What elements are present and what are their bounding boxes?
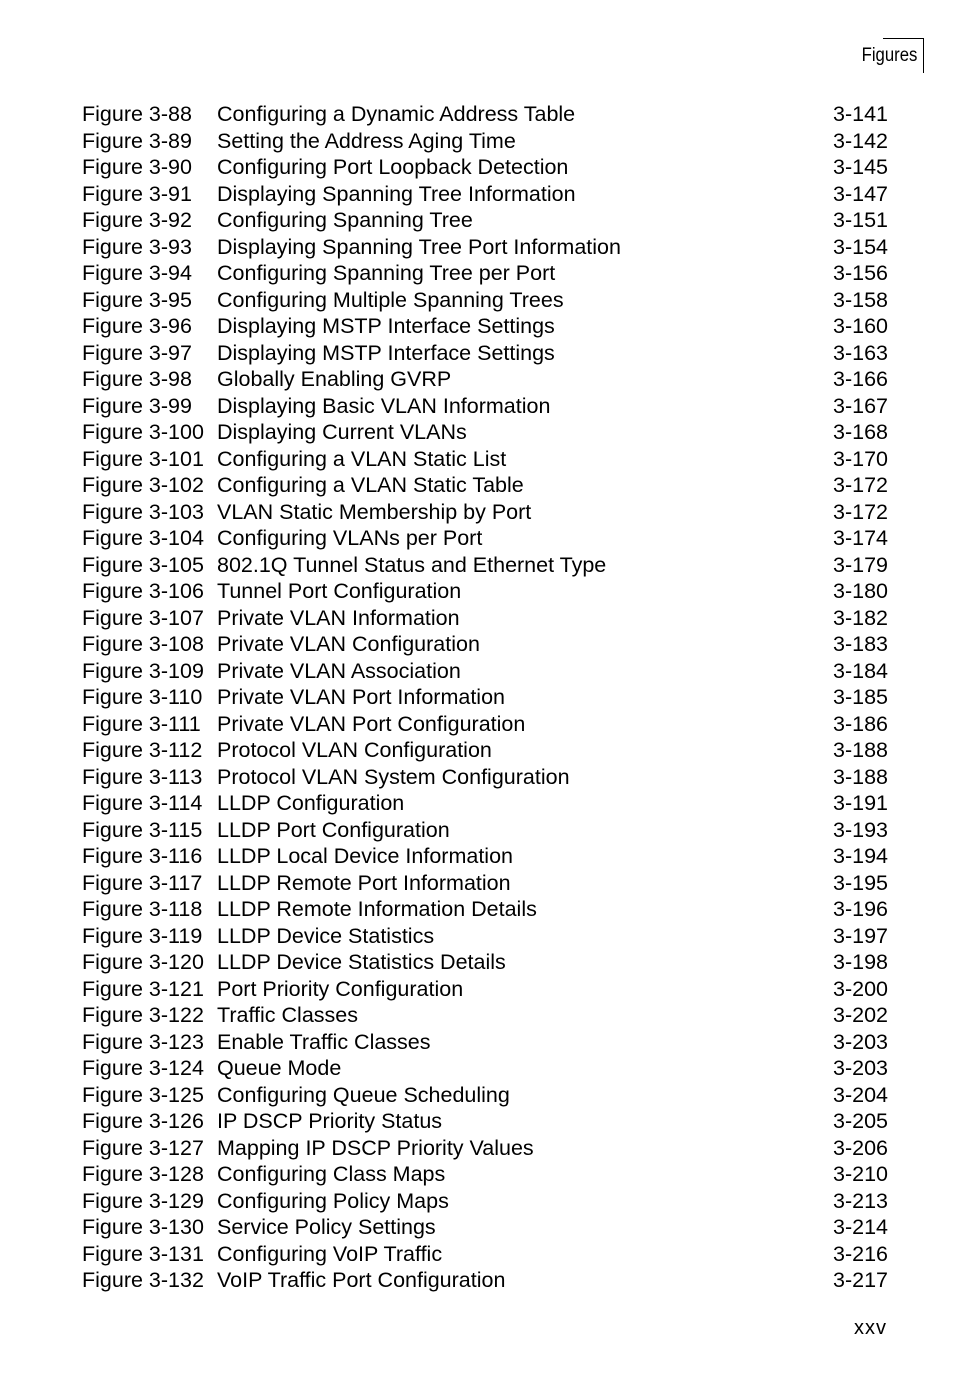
figure-page-ref: 3-194: [833, 844, 888, 868]
figure-page-ref: 3-203: [833, 1029, 888, 1054]
toc-entry[interactable]: [82, 1241, 888, 1268]
figure-title: Private VLAN Association: [217, 658, 461, 683]
figure-number: Figure 3-107: [82, 605, 204, 630]
toc-entry[interactable]: [82, 472, 888, 499]
figure-title: LLDP Device Statistics: [217, 923, 435, 948]
toc-entry[interactable]: [82, 525, 888, 552]
section-header-label: Figures: [861, 45, 917, 66]
figure-title: Configuring VoIP Traffic: [217, 1241, 443, 1266]
figure-title: Configuring a Dynamic Address Table: [217, 102, 576, 126]
figure-page-ref: 3-154: [833, 234, 888, 259]
figure-number: Figure 3-98: [82, 367, 192, 391]
toc-entry[interactable]: [82, 1029, 888, 1056]
figure-number: Figure 3-125: [82, 1082, 204, 1107]
toc-entry[interactable]: [82, 1082, 888, 1109]
toc-entry[interactable]: [82, 419, 888, 446]
figure-page-ref: 3-158: [833, 287, 888, 312]
toc-entry[interactable]: [82, 631, 888, 658]
figure-title: Tunnel Port Configuration: [217, 579, 462, 603]
figure-title: Protocol VLAN System Configuration: [217, 764, 570, 789]
figure-page-ref: 3-182: [833, 605, 888, 630]
figure-title: LLDP Local Device Information: [217, 844, 513, 868]
figure-page-ref: 3-156: [833, 261, 888, 285]
figure-title: Displaying Spanning Tree Port Information: [217, 234, 621, 259]
figure-title: Private VLAN Information: [217, 605, 460, 630]
toc-entry[interactable]: [82, 287, 888, 314]
figure-title: Mapping IP DSCP Priority Values: [217, 1135, 534, 1160]
figure-number: Figure 3-131: [82, 1241, 204, 1266]
toc-entry[interactable]: [82, 366, 888, 393]
figure-page-ref: 3-188: [833, 738, 888, 762]
figure-title: Queue Mode: [217, 1056, 342, 1080]
figure-title: Configuring VLANs per Port: [217, 526, 483, 550]
toc-entry[interactable]: [82, 499, 888, 526]
figure-number: Figure 3-132: [82, 1268, 204, 1292]
toc-entry[interactable]: [82, 1002, 888, 1029]
figure-title: Configuring Port Loopback Detection: [217, 155, 569, 179]
figure-page-ref: 3-188: [833, 764, 888, 789]
figure-number: Figure 3-99: [82, 393, 192, 418]
figure-number: Figure 3-119: [82, 923, 203, 948]
toc-entry[interactable]: [82, 923, 888, 950]
toc-entry[interactable]: [82, 128, 888, 155]
toc-entry[interactable]: [82, 711, 888, 738]
figure-page-ref: 3-206: [833, 1135, 888, 1160]
toc-entry[interactable]: [82, 393, 888, 420]
toc-entry[interactable]: [82, 817, 888, 844]
toc-entry[interactable]: [82, 1108, 888, 1135]
figure-title: 802.1Q Tunnel Status and Ethernet Type: [217, 552, 607, 577]
page-number: xxv: [854, 1317, 887, 1339]
figure-number: Figure 3-126: [82, 1109, 204, 1133]
figure-number: Figure 3-130: [82, 1215, 204, 1239]
figure-number: Figure 3-102: [82, 473, 204, 497]
figure-page-ref: 3-172: [833, 499, 888, 524]
toc-entry[interactable]: [82, 181, 888, 208]
toc-entry[interactable]: [82, 658, 888, 685]
figure-page-ref: 3-151: [833, 208, 888, 232]
figure-page-ref: 3-142: [833, 128, 888, 153]
figure-title: Configuring a VLAN Static List: [217, 446, 507, 471]
figure-number: Figure 3-95: [82, 287, 192, 312]
figure-title: Service Policy Settings: [217, 1215, 436, 1239]
figure-number: Figure 3-118: [82, 897, 203, 921]
figure-page-ref: 3-216: [833, 1241, 888, 1266]
figure-title: Configuring Multiple Spanning Trees: [217, 287, 564, 312]
toc-entry[interactable]: [82, 790, 888, 817]
figure-number: Figure 3-93: [82, 234, 192, 259]
figure-page-ref: 3-174: [833, 526, 888, 550]
toc-entry[interactable]: [82, 446, 888, 473]
figure-page-ref: 3-141: [833, 102, 888, 126]
figure-title: Displaying MSTP Interface Settings: [217, 340, 555, 365]
figure-page-ref: 3-172: [833, 473, 888, 497]
figure-page-ref: 3-193: [833, 817, 888, 842]
figure-title: Protocol VLAN Configuration: [217, 738, 492, 762]
figure-title: Port Priority Configuration: [217, 976, 464, 1001]
toc-entry[interactable]: [82, 578, 888, 605]
toc-entry[interactable]: [82, 207, 888, 234]
figure-title: IP DSCP Priority Status: [217, 1109, 443, 1133]
figure-number: Figure 3-105: [82, 552, 204, 577]
figure-number: Figure 3-129: [82, 1188, 204, 1213]
figure-page-ref: 3-184: [833, 658, 888, 683]
figure-title: VLAN Static Membership by Port: [217, 499, 532, 524]
figure-title: VoIP Traffic Port Configuration: [217, 1268, 506, 1292]
figure-page-ref: 3-170: [833, 446, 888, 471]
figure-page-ref: 3-168: [833, 420, 888, 444]
figure-number: Figure 3-101: [82, 446, 204, 471]
figure-number: Figure 3-100: [82, 420, 204, 444]
figure-number: Figure 3-106: [82, 579, 204, 603]
figure-number: Figure 3-94: [82, 261, 192, 285]
toc-entry[interactable]: [82, 737, 888, 764]
figure-title: Configuring Spanning Tree per Port: [217, 261, 556, 285]
figure-page-ref: 3-147: [833, 181, 888, 206]
toc-entry[interactable]: [82, 896, 888, 923]
toc-entry[interactable]: [82, 949, 888, 976]
figure-number: Figure 3-128: [82, 1162, 204, 1186]
figure-number: Figure 3-127: [82, 1135, 204, 1160]
figure-page-ref: 3-217: [833, 1268, 888, 1292]
figure-page-ref: 3-203: [833, 1056, 888, 1080]
header-rule-vertical: [923, 38, 924, 73]
figure-number: Figure 3-103: [82, 499, 204, 524]
figure-title: Displaying Spanning Tree Information: [217, 181, 576, 206]
figure-number: Figure 3-91: [82, 181, 192, 206]
toc-entry[interactable]: [82, 552, 888, 579]
figure-number: Figure 3-120: [82, 950, 204, 974]
toc-entry[interactable]: [82, 1188, 888, 1215]
figure-title: Displaying Current VLANs: [217, 420, 467, 444]
toc-entry[interactable]: [82, 684, 888, 711]
figure-title: Private VLAN Port Configuration: [217, 711, 526, 736]
figure-number: Figure 3-121: [82, 976, 204, 1001]
toc-entry[interactable]: [82, 340, 888, 367]
figure-page-ref: 3-183: [833, 632, 888, 656]
toc-entry[interactable]: [82, 154, 888, 181]
figure-page-ref: 3-214: [833, 1215, 888, 1239]
toc-entry[interactable]: [82, 1267, 888, 1294]
figure-page-ref: 3-196: [833, 897, 888, 921]
figure-number: Figure 3-122: [82, 1003, 204, 1027]
figure-page-ref: 3-200: [833, 976, 888, 1001]
toc-entry[interactable]: [82, 1214, 888, 1241]
figure-number: Figure 3-115: [82, 817, 203, 842]
figure-title: LLDP Remote Port Information: [217, 870, 511, 895]
figure-title: Displaying MSTP Interface Settings: [217, 314, 555, 338]
figure-number: Figure 3-116: [82, 844, 203, 868]
figure-page-ref: 3-195: [833, 870, 888, 895]
figure-number: Figure 3-117: [82, 870, 203, 895]
figure-title: Enable Traffic Classes: [217, 1029, 431, 1054]
figure-title: Private VLAN Port Information: [217, 685, 505, 709]
list-of-figures: [82, 101, 888, 1294]
figure-number: Figure 3-123: [82, 1029, 204, 1054]
figure-title: Configuring Queue Scheduling: [217, 1082, 510, 1107]
figure-page-ref: 3-163: [833, 340, 888, 365]
figure-page-ref: 3-166: [833, 367, 888, 391]
figure-title: Configuring a VLAN Static Table: [217, 473, 524, 497]
figure-number: Figure 3-92: [82, 208, 192, 232]
figure-title: Setting the Address Aging Time: [217, 128, 516, 153]
toc-entry[interactable]: [82, 605, 888, 632]
figure-title: Configuring Spanning Tree: [217, 208, 473, 232]
figure-page-ref: 3-198: [833, 950, 888, 974]
figure-number: Figure 3-114: [82, 791, 203, 815]
header-rule-horizontal: [883, 38, 924, 39]
figure-number: Figure 3-108: [82, 632, 204, 656]
figure-title: Configuring Policy Maps: [217, 1188, 449, 1213]
toc-entry[interactable]: [82, 260, 888, 287]
figure-page-ref: 3-179: [833, 552, 888, 577]
figure-page-ref: 3-145: [833, 155, 888, 179]
figure-page-ref: 3-202: [833, 1003, 888, 1027]
figure-page-ref: 3-186: [833, 711, 888, 736]
figure-title: LLDP Device Statistics Details: [217, 950, 506, 974]
figure-number: Figure 3-110: [82, 685, 203, 709]
toc-entry[interactable]: [82, 843, 888, 870]
figure-number: Figure 3-88: [82, 102, 192, 126]
toc-entry[interactable]: [82, 764, 888, 791]
figure-title: LLDP Configuration: [217, 791, 405, 815]
toc-entry[interactable]: [82, 1055, 888, 1082]
toc-entry[interactable]: [82, 234, 888, 261]
figure-title: Private VLAN Configuration: [217, 632, 480, 656]
figure-page-ref: 3-213: [833, 1188, 888, 1213]
figure-title: Traffic Classes: [217, 1003, 358, 1027]
figure-page-ref: 3-185: [833, 685, 888, 709]
figure-number: Figure 3-97: [82, 340, 192, 365]
figure-title: LLDP Remote Information Details: [217, 897, 537, 921]
toc-entry[interactable]: [82, 101, 888, 128]
figure-page-ref: 3-204: [833, 1082, 888, 1107]
figure-page-ref: 3-205: [833, 1109, 888, 1133]
figure-number: Figure 3-124: [82, 1056, 204, 1080]
figure-title: Displaying Basic VLAN Information: [217, 393, 551, 418]
toc-entry[interactable]: [82, 313, 888, 340]
toc-entry[interactable]: [82, 1135, 888, 1162]
figure-number: Figure 3-111: [82, 711, 201, 736]
figure-page-ref: 3-191: [833, 791, 888, 815]
figure-page-ref: 3-180: [833, 579, 888, 603]
figure-number: Figure 3-89: [82, 128, 192, 153]
figure-number: Figure 3-112: [82, 738, 203, 762]
figure-number: Figure 3-113: [82, 764, 203, 789]
figure-number: Figure 3-109: [82, 658, 204, 683]
figure-page-ref: 3-210: [833, 1162, 888, 1186]
figure-title: Configuring Class Maps: [217, 1162, 446, 1186]
toc-entry[interactable]: [82, 976, 888, 1003]
figure-page-ref: 3-160: [833, 314, 888, 338]
figure-title: LLDP Port Configuration: [217, 817, 450, 842]
figure-number: Figure 3-96: [82, 314, 192, 338]
figure-number: Figure 3-90: [82, 155, 192, 179]
toc-entry[interactable]: [82, 870, 888, 897]
figure-title: Globally Enabling GVRP: [217, 367, 452, 391]
figure-number: Figure 3-104: [82, 526, 204, 550]
toc-entry[interactable]: [82, 1161, 888, 1188]
figure-page-ref: 3-197: [833, 923, 888, 948]
figure-page-ref: 3-167: [833, 393, 888, 418]
